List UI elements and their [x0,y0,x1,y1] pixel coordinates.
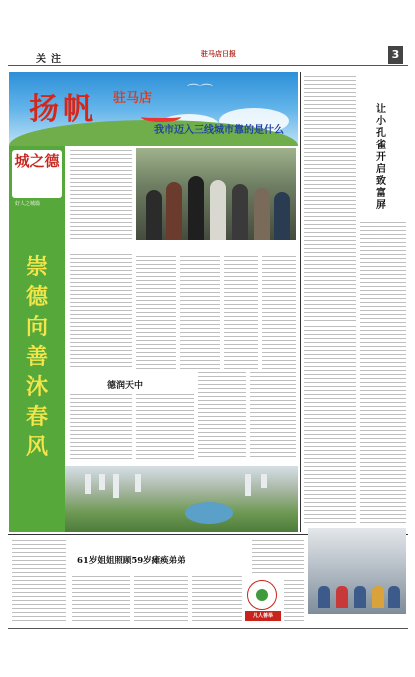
section-name: 关注 [36,54,66,65]
banner-tagline: 我市迈入三线城市靠的是什么 [154,125,284,136]
photo-figure [188,176,204,240]
building-shape [85,474,91,494]
building-shape [113,474,119,498]
article-text-block [198,372,246,460]
footer-rule [8,628,408,629]
article-text-block [70,394,132,460]
photo-figure [210,180,226,240]
building-shape [245,474,251,496]
article-text-block [134,576,188,624]
article-text-block [304,76,356,322]
article-text-block [224,256,258,370]
article-text-block [252,540,304,576]
article-text-block [304,326,356,526]
bottom-photo [308,528,406,614]
banner-title: 扬帆 [29,92,97,127]
photo-figure [354,586,366,608]
photo-figure [254,188,270,240]
photo-figure [146,190,162,240]
photo-figure [388,586,400,608]
logo-emblem-inner [256,589,268,601]
photo-figure [318,586,330,608]
column-strip [9,146,65,532]
article-text-block [360,222,406,526]
masthead [8,46,408,66]
logo-label: 凡人善举 [245,611,281,621]
article-text-block [70,150,132,242]
article-text-block [136,256,176,370]
photo-figure [232,184,248,240]
article-text-block [12,540,66,624]
aerial-photo [65,466,298,532]
banner [9,72,298,146]
photo-figure [336,586,348,608]
lake-shape [185,502,233,524]
article-text-block [136,394,194,460]
logo-emblem-icon [247,580,277,610]
column-badge [12,150,62,198]
building-shape [261,474,267,488]
article-text-block [72,576,130,624]
badge-text: 城之德 [14,152,60,170]
article-text-block [192,576,242,624]
feature-photo [136,148,296,240]
column-divider [300,72,301,532]
article-text-block [262,256,296,370]
photo-figure [372,586,384,608]
column-name: 好人之城篇 [15,201,41,207]
vertical-title: 崇德向善沐春风 [25,254,48,460]
bottom-article-title: 61岁姐姐照顾59岁瘫痪弟弟 [77,556,186,566]
bird-icon: ⌒⌒ [187,84,214,99]
building-shape [135,474,141,492]
article-text-block [180,256,220,370]
page-number: 3 [388,46,403,64]
feature-subhead: 德润天中 [107,381,144,391]
article-text-block [284,580,304,624]
article-text-block [70,254,132,370]
photo-figure [274,192,290,240]
building-shape [99,474,105,490]
photo-figure [166,182,182,240]
paper-name: 驻马店日报 [201,49,236,58]
banner-subtitle: 驻马店 [113,91,153,106]
article-text-block [250,372,296,460]
right-article-title: 让小孔雀开启致富屏 [376,104,386,211]
